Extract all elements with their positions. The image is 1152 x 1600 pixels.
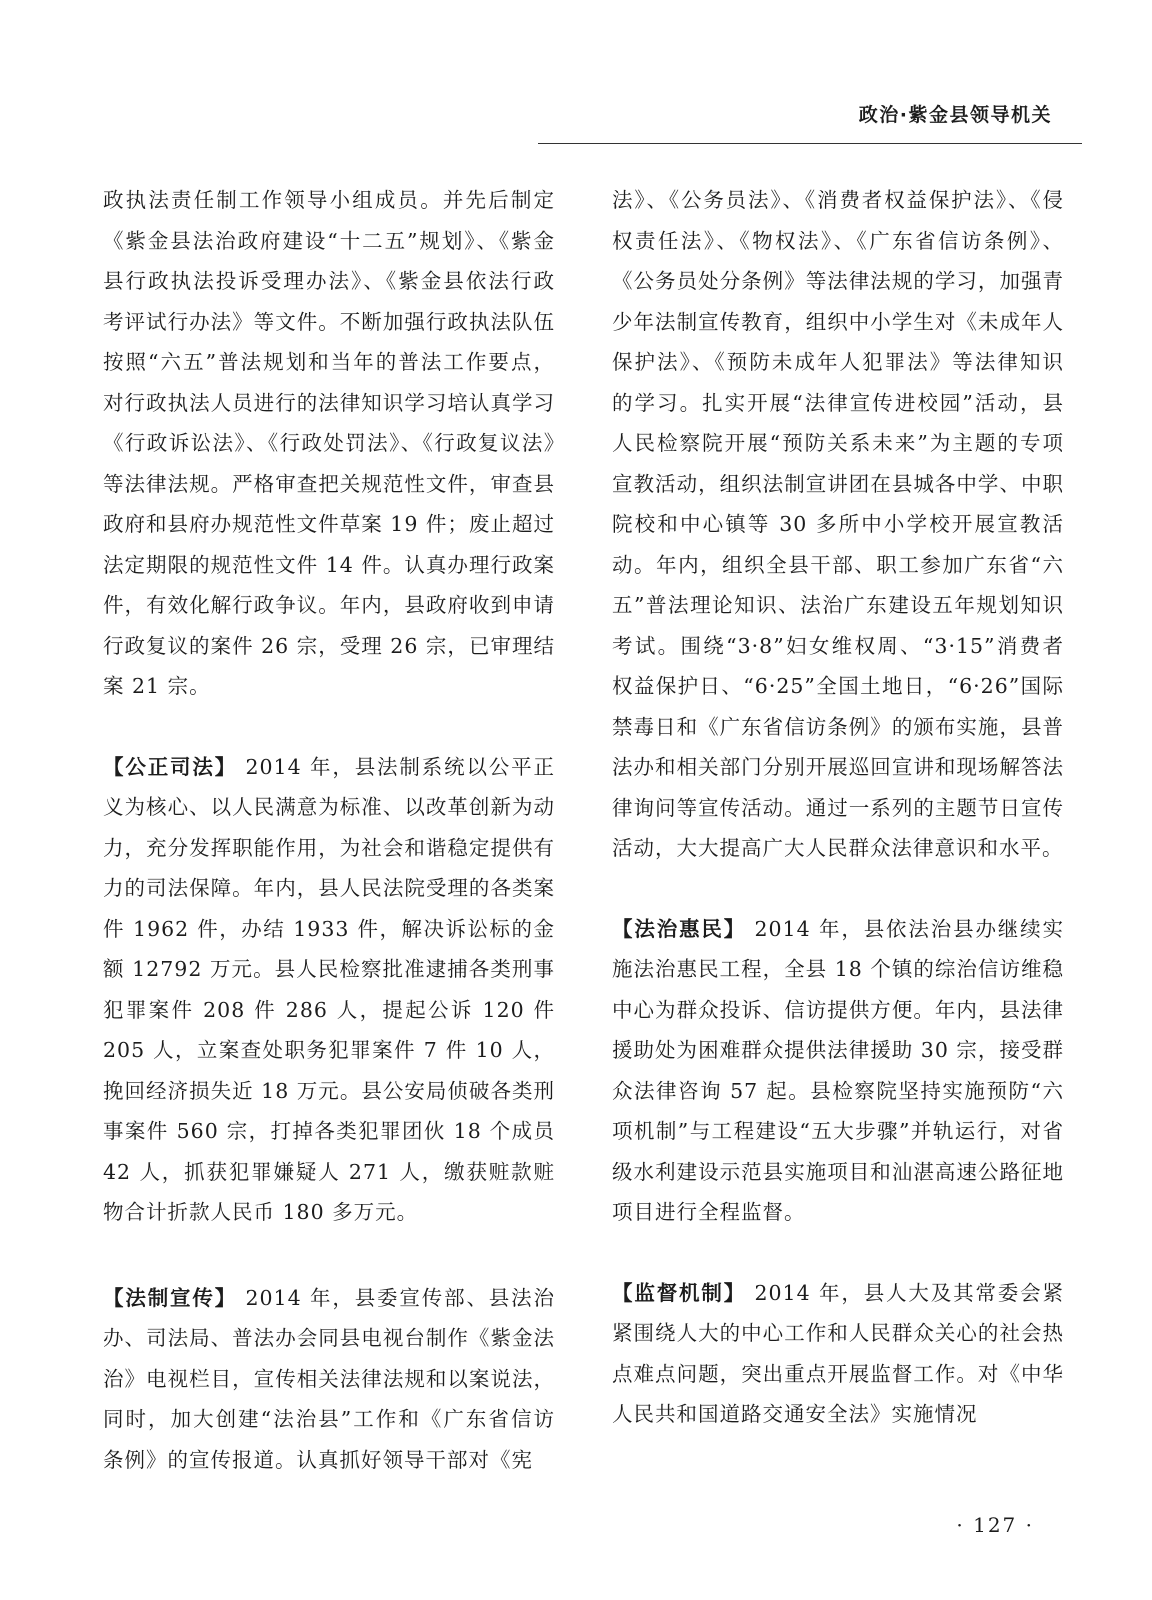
section-heading-benefit: 【法治惠民】 [612,916,747,941]
left-paragraph-3 [103,1278,555,1481]
left-paragraph-2 [103,747,555,1233]
right-paragraph-1: 法》、《公务员法》、《消费者权益保护法》、《侵权责任法》、《物权法》、《广东省信访条例》、《公务员处分条例》等法律法规的学习，加强青少年法制宣传教育，组织中小学生对《未成年人保护法》、《预防未成年人犯罪法》等法律知识的学习。扎实开展“法律宣传进校园”活动，县人民检察院开展“预防关系未来”为主题的专项宣教活动，组织法制宣讲团在县城各中学、中职院校和中心镇等 30 多所中小学校开展宣教活动。年内，组织全县干部、职工参加广东省“六五”普法理论知识、法治广东建设五年规划知识考试。围绕“3·8”妇女维权周、“3·15”消费者权益保护日、“6·25”全国土地日，“6·26”国际禁毒日和《广东省信访条例》的颁布实施，县普法办和相关部门分别开展巡回宣讲和现场解答法律询问等宣传活动。通过一系列的主题节日宣传活动，大大提高广大人民群众法律意识和水平。 [612,188,1064,860]
page-number: · 127 · [956,1513,1034,1537]
left-paragraph-1: 政执法责任制工作领导小组成员。并先后制定《紫金县法治政府建设“十二五”规划》、《紫金县行政执法投诉受理办法》、《紫金县依法行政考评试行办法》等文件。不断加强行政执法队伍按照“六五”普法规划和当年的普法工作要点，对行政执法人员进行的法律知识学习培认真学习《行政诉讼法》、《行政处罚法》、《行政复议法》等法律法规。严格审查把关规范性文件，审查县政府和县府办规范性文件草案 19 件；废止超过法定期限的规范性文件 14 件。认真办理行政案件，有效化解行政争议。年内，县政府收到申请行政复议的案件 26 宗，受理 26 宗，已审理结案 21 宗。 [103,188,555,698]
right-column [612,180,1064,1435]
left-column [103,180,555,1480]
right-paragraph-2 [612,909,1064,1233]
section-body-judicial: 2014 年，县法制系统以公平正义为核心、以人民满意为标准、以改革创新为动力，充分发挥职能作用，为社会和谐稳定提供有力的司法保障。年内，县人民法院受理的各类案件 1962 件，办结 1933 件，解决诉讼标的金额 12792 万元。县人民检察批准逮捕各类刑事犯罪案件 208 件 286 人，提起公诉 120 件 205 人，立案查处职务犯罪案件 7 件 10 人，挽回经济损失近 18 万元。县公安局侦破各类刑事案件 560 宗，打掉各类犯罪团伙 18 个成员 42 人，抓获犯罪嫌疑人 271 人，缴获赃款赃物合计折款人民币 180 多万元。 [103,754,556,1224]
right-paragraph-3 [612,1273,1064,1435]
section-body-benefit: 2014 年，县依法治县办继续实施法治惠民工程，全县 18 个镇的综治信访维稳中心为群众投诉、信访提供方便。年内，县法律援助处为困难群众提供法律援助 30 宗，接受群众法律咨询 57 起。县检察院坚持实施预防“六项机制”与工程建设“五大步骤”并轨运行，对省级水利建设示范县实施项目和汕湛高速公路征地项目进行全程监督。 [612,916,1065,1224]
section-body-publicity: 2014 年，县委宣传部、县法治办、司法局、普法办会同县电视台制作《紫金法治》电视栏目，宣传相关法律法规和以案说法，同时，加大创建“法治县”工作和《广东省信访条例》的宣传报道。认真抓好领导干部对《宪 [103,1285,556,1472]
section-body-supervision: 2014 年，县人大及其常委会紧紧围绕人大的中心工作和人民群众关心的社会热点难点问题，突出重点开展监督工作。对《中华人民共和国道路交通安全法》实施情况 [612,1280,1065,1426]
section-heading-judicial: 【公正司法】 [103,754,238,779]
running-header: 政治·紫金县领导机关 [858,104,1052,126]
section-heading-supervision: 【监督机制】 [612,1280,747,1305]
header-rule [538,143,1082,144]
section-heading-publicity: 【法制宣传】 [103,1285,238,1310]
